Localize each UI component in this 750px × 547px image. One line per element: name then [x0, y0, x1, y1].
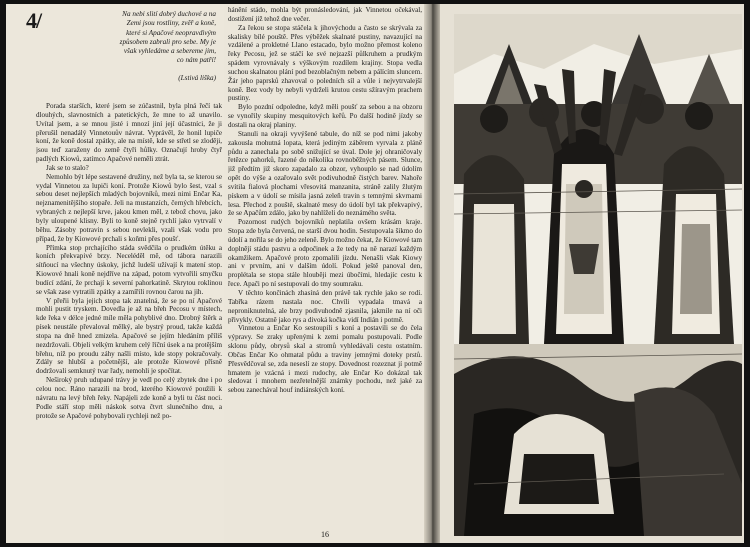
paragraph: Nemohlo být lépe sestavené družiny, než byla ta, se kterou se vydal Vinnetou za lupiči koní. Protože Kiowů bylo šest, vzal s sebou deset nejlepších mladých bojovníků, mezi nimi Enčar Ka, nejznamenitějšího stopaře. Jeli na mustanzích, černých hřebcích, vybraných z nejlepší krve, jakou kmen měl, z tebož chovu, jako byly uloupené klisny. Byli to koně stejně rychlí jako vytrvalí v běhu. Zásoby potravin s sebou nevlekli, vzali však vodu pro případ, že by Kiowové prchali s koňmi přes poušť.: [36, 172, 222, 243]
paragraph: Jak se to stalo?: [46, 163, 89, 172]
right-page: [440, 4, 744, 543]
epigraph-line: způsobem zabrali pro sebe. My je: [119, 37, 216, 46]
epigraph-line: co nám patří!: [176, 56, 216, 65]
paragraph: Přímka stop prchajícího stáda svědčila o prudkém útěku a koních překvapivé brzy. Neceléděl mě, od tábora narazili sítňoucí na všechny úskoky, jichž ludeší užívají k matení stop. Kiowové hnali koně nejdříve na západ, potom vytvořili smyčku budící zdání, že prchají k severní pahorkatině. Skrytou roklinou se však zase vytratili zpátky a zamířili rovnou čarou na jih.: [36, 243, 222, 296]
illustration-drawing: [454, 14, 742, 536]
left-page: [6, 4, 224, 543]
epigraph-line: Na nebi slití dobrý duchové a na: [122, 10, 216, 18]
middle-text-column: [228, 6, 422, 536]
epigraph: [102, 10, 216, 66]
paragraph: V přeřii byla jejich stopa tak znatelná, že se po ní Apačové mohli pustit tryskem. Dovedla je až na břeh Pecosu v místech, kde řeka v délce jedné míle měla pohyblivé dno. Drobný štěrk a písek neustále převaloval mělký, ale bystrý proud, takže každá stopa na dně hned zmizela. Apačové se jejím hledáním příliš nezdržovali. Objeli velkým kruhem celý říční úsek a na protějším břehu, níž po proudu záhy našli místo, kde stopy pokračovaly. Zdály se hlubší a početnější, ale protože Kiowové přísně dodržovali semknutý tvar řady, nemohli je spočítat.: [36, 296, 222, 376]
paragraph: Bylo pozdní odpoledne, když měli poušť za sebou a na obzoru se vynořily skupiny mesquitových keřů. Po další hodině jízdy se dostali na okraj planiny.: [228, 103, 422, 129]
paragraph: Vinnetou a Enčar Ko sestoupili s koní a postavili se do čela výpravy. Se zraky upřenými k zemi pomalu postupovali. Podle sklonu půdy, obrysů skal a stromů vyhledávali cestu ostatním. Občas Enčar Ko ohmatal půdu a traviny jemnými doteky prstů. Přesvědčoval se, zda neseslí ze stopy. Dovednost rozeznat jí potmě hmatem je vzácná i mezi rudochy, ale Enčar Ko dokázal tak sledovat i mnohem nezřetelnější známky pochodu, než jaké za sebou zanechával houf indiánských koní.: [228, 324, 422, 395]
illustration-native-americans: [454, 14, 742, 536]
epigraph-source: (Lstivá liška): [178, 74, 216, 82]
paragraph: V těchto končinách zhasíná den právě tak rychle jako se rodí. Tabřka rázem nastala noc. Chvíli vypadala tmavá a neproniknutelná, ale brzy podivuhodně zjasnila, jakmile na ní oči přivykly. Ostatně jako rys a divoká kočka vidí Indián i potmě.: [228, 289, 422, 324]
epigraph-line: které si Apačové neopravdivým: [126, 28, 216, 37]
paragraph: hánění stádo, mohla být pronásledování, jak Vinnetou očekával, dostižení již tehož dne večer.: [228, 6, 422, 23]
paragraph: Porada starších, které jsem se zúčastnil, byla plná řečí tak dlouhých, slavnostních a patetických, že mne to až unavilo. Uvítal jsem, a se mnou jisté i mnozí jiní její účastníci, že ji přerušil nenadálý Vinnetouův návrat. Vyprávěl, že honil lupiče koní, že koně dostal zpátky, ale na místě, kde se střetl se zloději, jsou teď zaraženy do země čtyři hůlky. Označují hroby čtyř padlých Kiowů, zatímco Apačové neměli ztrát.: [36, 102, 222, 164]
left-text-column: [36, 102, 222, 528]
book-spread: [6, 4, 744, 543]
paragraph: Za řekou se stopa stáčela k jihovýchodu a často se skrývala za skalisky bílé pouště. Přes výběžek skalnaté pustiny, navazující na vzdálené a prokletné Llano estacado, bylo možno přemost koleno řeky Pecosu, jež se stáčí ke své nejzazší půlkruhem a prudkým spádem vyrovnávaly s výškovým rozdílem krajiny. Stopa vedla suchou skalnatou plání pod bezoblačným nebem a pálícím sluncem. Žár jeho paprsků zhavoval o poledních síl a vůle i nejvytrvalejší koně. Bez vody by nebyli vydrželi krutou cestu sžíravým prachem pustiny.: [228, 23, 422, 103]
paragraph: Pozornost rudých bojovníků neplatila ovšem krásám kraje. Stopa zde byla červená, ne starší dvou hodin. Sestupovala šikmo do údolí a nořila se do jeho zeleně. Bylo možno čekat, že Kiowové tam doplnějí stádu pastvu a odpočinek a že tedy na ně narazí každým okamžikem. Apačové proto zpomalili jízdu. Nenašli však Kiowy ani v prvním, ani v dalším údolí. Pokud ještě panoval den, proplétala se stopa stále hlouběji mezi úbočími, hledajíc cestu k řece. Apači po ní sestupovali do tmy soumraku.: [228, 218, 422, 289]
epigraph-line: Zemi jsou rostliny, zvěř a koně,: [126, 19, 216, 28]
epigraph-line: však vyhledáme a sebereme jim,: [123, 47, 216, 56]
paragraph: Neširoký pruh udupané trávy je vedl po celý zbytek dne i po celou noc. Ráno narazili na brod, kterého Kiowové použili k návratu na levý břeh řeky. Napájeli zde koně a byli tu část noci. Podle stáří stop měli náskok sotva čtvrt slunečního dnu, a protože se Apačové pohybovali rychleji než po-: [36, 376, 222, 420]
chapter-number: 4/: [26, 8, 42, 33]
page-number: 16: [321, 530, 329, 539]
book-gutter: [424, 4, 440, 543]
middle-page: [224, 4, 426, 543]
paragraph: Stanuli na okraji vyvýšené tabule, do níž se pod nimi jakoby zakousla mohutná lopata, která jediným záběrem vyrvala z pláně půdu a zanechala po sobě snižující se úval. Dole jej ohraničovaly řetězce pahorků, řazené do několika rovnoběžných pásem. Slunce, již předtím již skoro zapadalo za obzor, vyhouplo se nad údolím opět do výše a ozařovalo svět podivuhodně čistých barev. Nahoře svítila fialová plochami vřesovitá manzanita, stráně zalily žlutým pískem a v údolí se mísila jasná zeleň travin s temnými skvrnami lesa. Přechod z pouště, skalnaté mesy do údolí byl tak překvapivý, že se Apačům zdálo, jako by nahlíželi do neznámého světa.: [228, 129, 422, 218]
